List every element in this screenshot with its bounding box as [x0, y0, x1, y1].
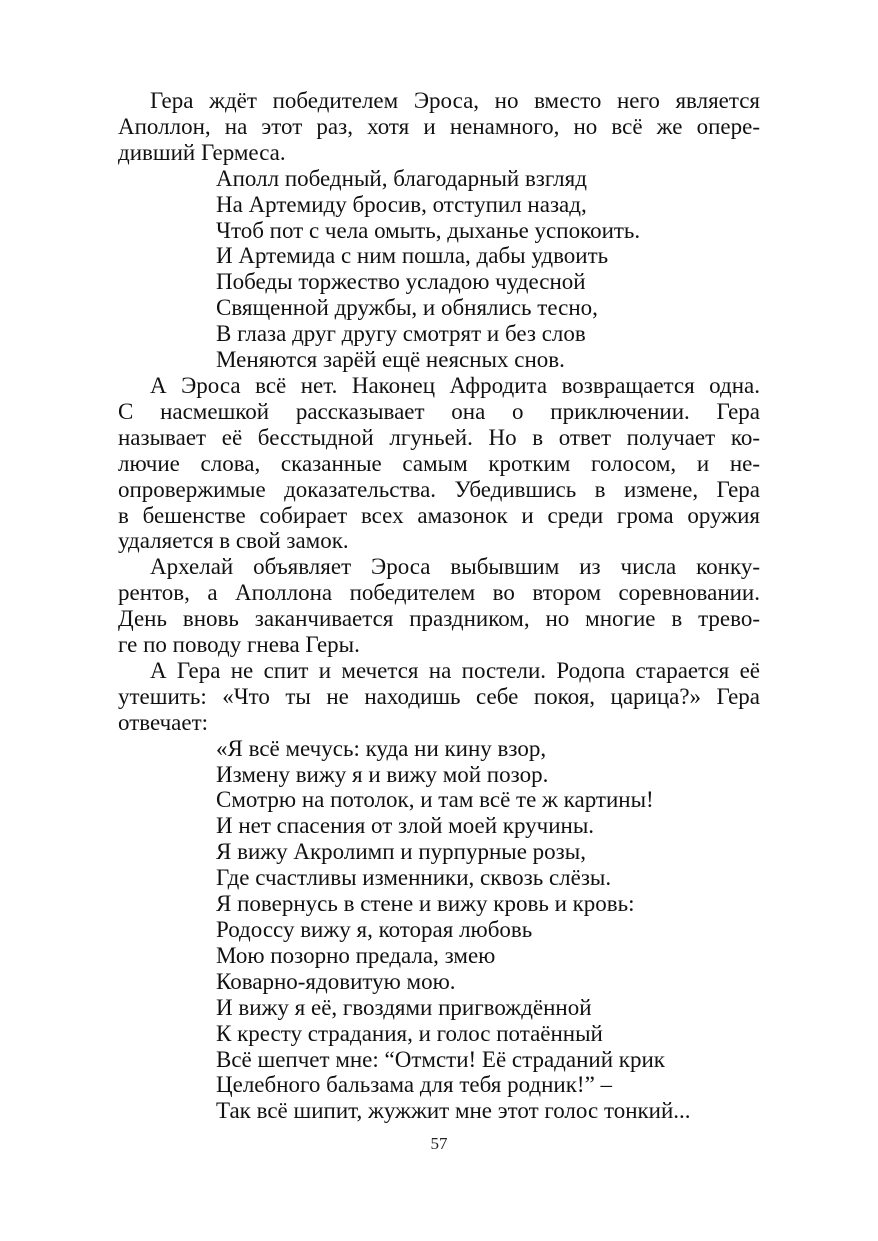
verse-line: Смотрю на потолок, и там всё те ж картины! [216, 787, 654, 813]
text-line: Гера ждёт победителем Эроса, но вместо него является [150, 88, 760, 113]
text-line: А Эроса всё нет. Наконец Афродита возвращается одна. [150, 372, 760, 398]
verse-line: Где счастливы изменники, сквозь слёзы. [216, 865, 612, 891]
verse-line: Победы торжество усладою чудесной [216, 269, 586, 295]
verse-line: Целебного бальзама для тебя родник!” – [216, 1072, 613, 1098]
paragraph-1 [118, 88, 760, 166]
verse-line: Чтоб пот с чела омыть, дыханье успокоить. [216, 217, 641, 243]
text-line: лючие слова, сказанные самым кротким голосом, и не- [118, 450, 760, 476]
verse-line: Священной дружбы, и обнялись тесно, [216, 295, 598, 321]
text-line: называет её бесстыдной лгуньей. Но в ответ получает ко- [118, 424, 760, 450]
text-line: ге по поводу гнева Геры. [118, 632, 360, 658]
page-number: 57 [430, 1134, 448, 1153]
verse-line: Всё шепчет мне: “Отмсти! Её страданий крик [216, 1046, 665, 1072]
text-line: рентов, а Аполлона победителем во втором соревновании. [118, 580, 760, 606]
text-line: День вновь заканчивается праздником, но многие в трево- [118, 606, 760, 632]
text-line: С насмешкой рассказывает она о приключении. Гера [118, 398, 760, 424]
verse-2 [118, 736, 760, 1125]
verse-line: В глаза друг другу смотрят и без слов [216, 321, 586, 347]
text-line: дивший Гермеса. [118, 139, 286, 165]
verse-line: Меняются зарёй ещё неясных снов. [216, 347, 565, 373]
text-line: в бешенстве собирает всех амазонок и среди грома оружия [118, 502, 760, 528]
verse-line: Мою позорно предала, змею [216, 942, 496, 968]
verse-line: К кресту страдания, и голос потаённый [216, 1020, 603, 1046]
verse-line: Измену вижу я и вижу мой позор. [216, 761, 549, 787]
text-line: А Гера не спит и мечется на постели. Родопа старается её [150, 657, 760, 683]
text-line: опровержимые доказательства. Убедившись в измене, Гера [118, 476, 760, 502]
paragraph-4 [118, 658, 760, 736]
verse-line: Аполл победный, благодарный взгляд [216, 165, 587, 191]
verse-line: Так всё шипит, жужжит мне этот голос тонкий... [216, 1098, 691, 1124]
verse-line: И вижу я её, гвоздями пригвождённой [216, 994, 592, 1020]
verse-line: Родоссу вижу я, которая любовь [216, 917, 533, 942]
verse-line: Я повернусь в стене и вижу кровь и кровь: [216, 891, 635, 917]
text-line: утешить: «Что ты не находишь себе покоя, царица?» Гера [118, 683, 760, 709]
verse-line: И нет спасения от злой моей кручины. [216, 813, 595, 839]
verse-line: И Артемида с ним пошла, дабы удвоить [216, 243, 609, 269]
paragraph-2 [118, 373, 760, 554]
verse-line: Коварно-ядовитую мою. [216, 968, 456, 994]
verse-line: Я вижу Акролимп и пурпурные розы, [216, 839, 586, 865]
text-line: Аполлон, на этот раз, хотя и ненамного, но всё же опере- [118, 113, 760, 139]
text-line: Архелай объявляет Эроса выбывшим из числа конку- [150, 554, 760, 580]
verse-line: На Артемиду бросив, отступил назад, [216, 191, 587, 217]
verse-line: «Я всё мечусь: куда ни кину взор, [216, 735, 547, 761]
page-text [118, 88, 760, 1124]
verse-1 [118, 166, 760, 373]
text-line: отвечает: [118, 709, 209, 735]
paragraph-3 [118, 554, 760, 658]
text-line: удаляется в свой замок. [118, 528, 349, 554]
